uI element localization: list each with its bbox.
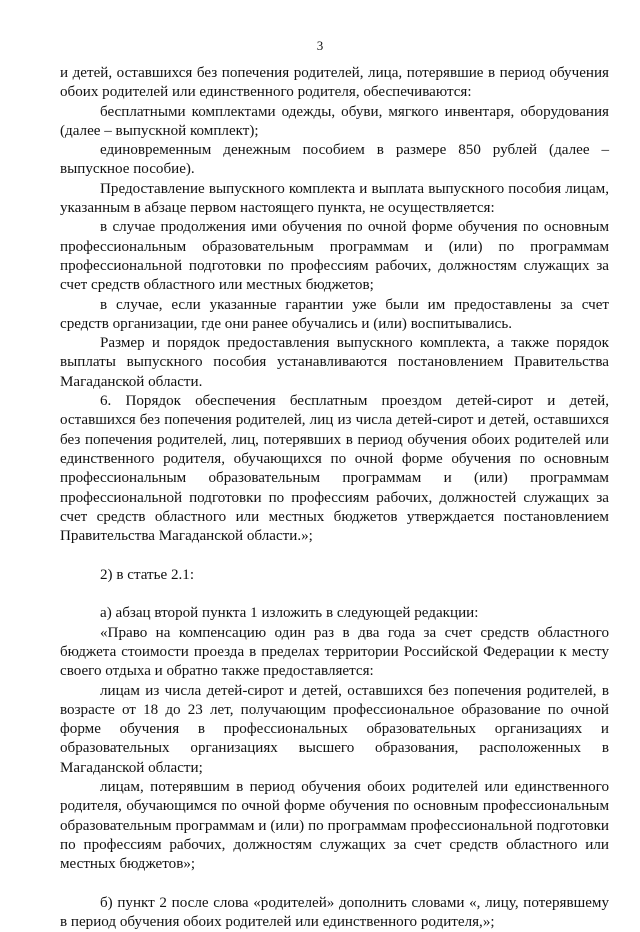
paragraph: лицам, потерявшим в период обучения обоих родителей или единственного родителя, обучающимся по очной форме обучения по основным профессиональным образовательным программам и (или) по программам профессиональной подготовки по профессиям рабочих, должностям служащих за счет средств областного или местных бюджетов»; [60, 778, 609, 873]
paragraph: Размер и порядок предоставления выпускного комплекта, а также порядок выплаты выпускного пособия устанавливаются постановлением Правительства Магаданской области. [60, 335, 609, 390]
paragraph: и детей, оставшихся без попечения родителей, лица, потерявшие в период обучения обоих родителей или единственного родителя, обеспечиваются: [60, 65, 609, 101]
paragraph: Предоставление выпускного комплекта и выплата выпускного пособия лицам, указанным в абзаце первом настоящего пункта, не осуществляется: [60, 180, 609, 217]
paragraph: единовременным денежным пособием в размере 850 рублей (далее – выпускное пособие). [60, 142, 609, 178]
paragraph: лицам из числа детей-сирот и детей, оставшихся без попечения родителей, в возрасте от 18 до 23 лет, получающим профессиональное образование по очной форме обучения в профессиональных образовательных организациях и образовательных организациях высшего образования, расположенных в Магаданской области; [60, 682, 609, 776]
paragraph: «Право на компенсацию один раз в два года за счет средств областного бюджета стоимости проезда в пределах территории Российской Федерации к месту своего отдыха и обратно также предоставляется: [60, 624, 609, 680]
paragraph: 6. Порядок обеспечения бесплатным проездом детей-сирот и детей, оставшихся без попечения родителей, лиц из числа детей-сирот и детей, оставшихся без попечения родителей, лиц, потерявших в период обучения обоих родителей или единственного родителя, обучающихся по очной форме обучения по основным профессиональным образовательным программам и (или) программам профессиональной подготовки по профессиям рабочих, должностей служащих за счет средств областного или местных бюджетов утверждается постановлением Правительства Магаданской области.»; [60, 393, 609, 545]
document-body [60, 64, 609, 932]
paragraph: в случае, если указанные гарантии уже были им предоставлены за счет средств организации, где они ранее обучались и (или) воспитывались. [60, 296, 609, 332]
page-number: 3 [316, 38, 324, 53]
section-heading: 2) в статье 2.1: [100, 566, 195, 583]
paragraph: б) пункт 2 после слова «родителей» дополнить словами «, лицу, потерявшему в период обучения обоих родителей или единственного родителя,»; [60, 894, 609, 931]
paragraph: бесплатными комплектами одежды, обуви, мягкого инвентаря, оборудования (далее – выпускной комплект); [60, 103, 609, 139]
paragraph: в случае продолжения ими обучения по очной форме обучения по основным профессиональным образовательным программам и (или) по программам профессиональной подготовки по профессиям рабочих, должностям служащих за счет средств областного или местных бюджетов; [60, 219, 609, 294]
paragraph: а) абзац второй пункта 1 изложить в следующей редакции: [100, 605, 479, 622]
